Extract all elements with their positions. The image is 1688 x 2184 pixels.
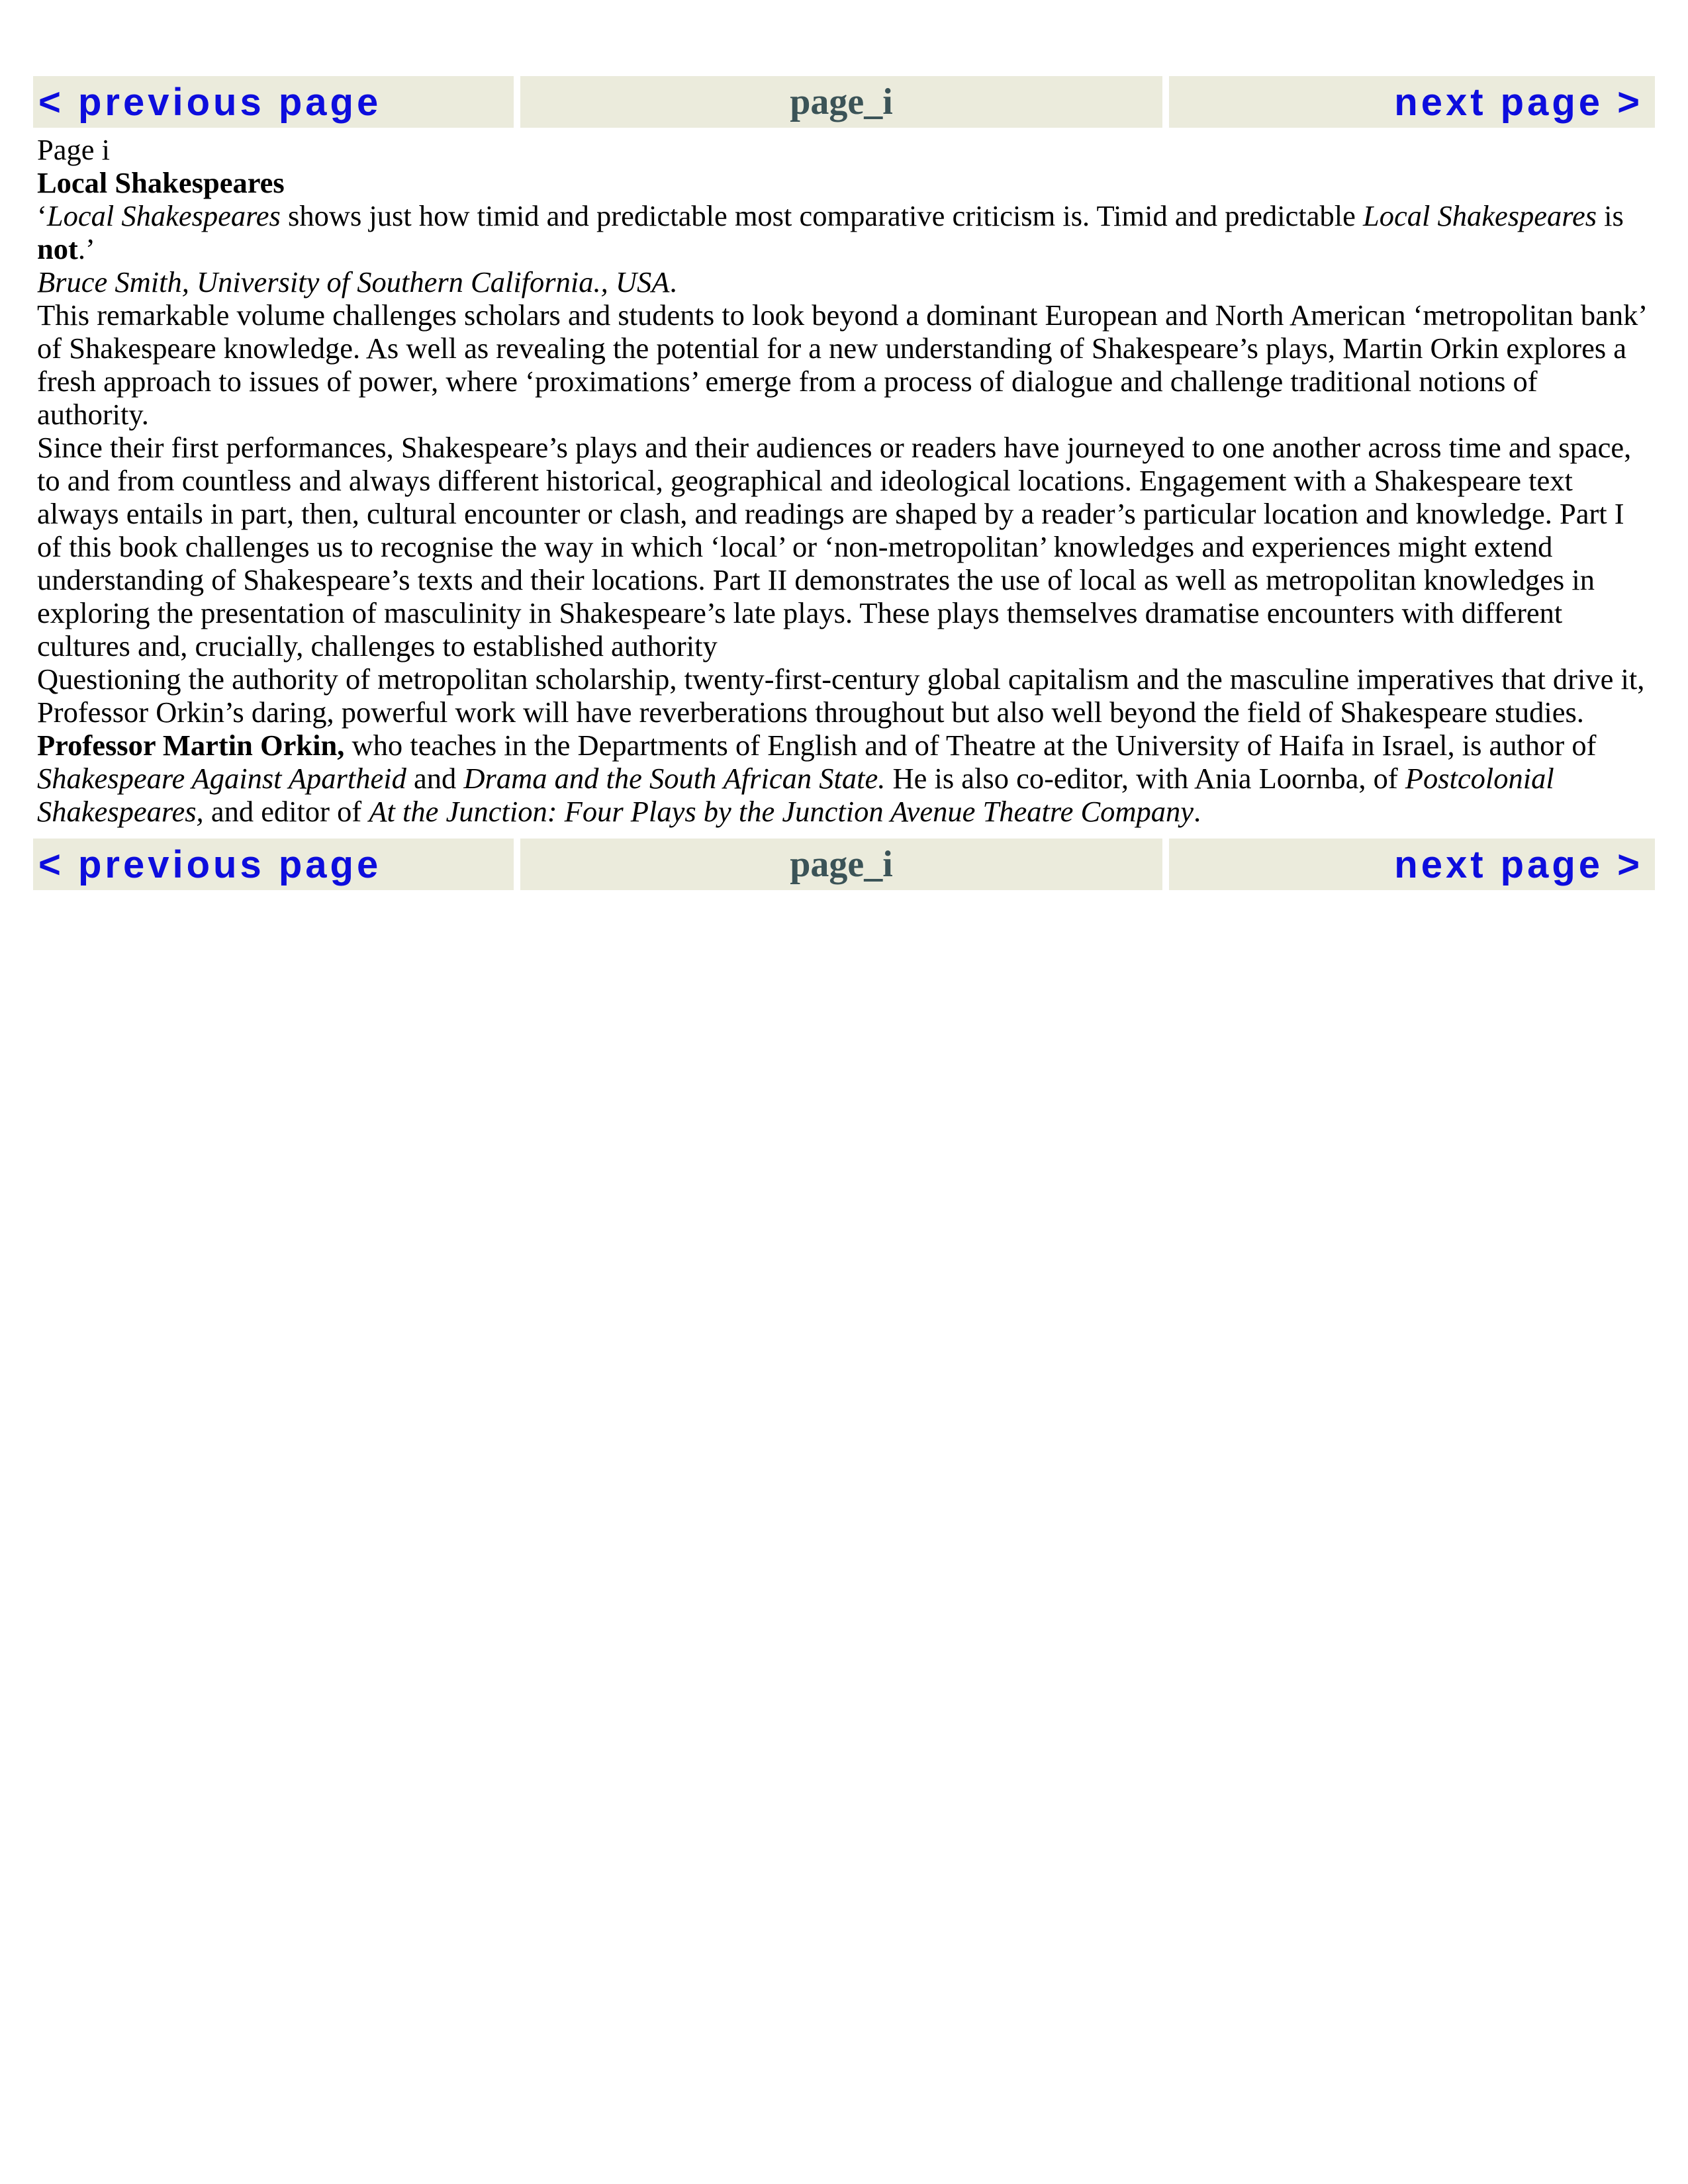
quote-attribution	[37, 265, 1652, 298]
review-quote	[37, 199, 1652, 265]
bio-book-3: Postcolonial Shakespeares,	[37, 762, 1554, 828]
book-page	[33, 76, 1655, 890]
author-name: Professor Martin Orkin,	[37, 729, 345, 762]
top-navigation-bar	[33, 76, 1655, 128]
description-paragraph-2: Since their first performances, Shakespeare’s plays and their audiences or readers have journeyed to one another across time and space, to and from countless and always different historical, geographical and ideological locations. Engagement with a Shakespeare text always entails in part, then, cultural encounter or clash, and readings are shaped by a reader’s particular location and knowledge. Part I of this book challenges us to recognise the way in which ‘local’ or ‘non-metropolitan’ knowledges and experiences might extend understanding of Shakespeare’s texts and their locations. Part II demonstrates the use of local as well as metropolitan knowledges in exploring the presentation of masculinity in Shakespeare’s late plays. These plays themselves dramatise encounters with different cultures and, crucially, challenges to established authority	[37, 431, 1632, 662]
quote-open: ‘	[37, 199, 47, 232]
book-title: Local Shakespeares	[37, 166, 285, 199]
bottom-navigation-bar	[33, 839, 1655, 890]
bio-text-1: who teaches in the Departments of English and of Theatre at the University of Haifa in Israel, is author of	[344, 729, 1597, 762]
top-page-indicator: page_i	[790, 81, 893, 122]
attribution-end: .	[669, 265, 677, 298]
bio-text-4: and editor of	[203, 795, 369, 828]
quote-text-2: is	[1597, 199, 1624, 232]
bottom-next-page-link[interactable]: next page >	[1394, 842, 1643, 886]
description-paragraph-1: This remarkable volume challenges scholars and students to look beyond a dominant European and North American ‘metropolitan bank’ of Shakespeare knowledge. As well as revealing the potential for a new understanding of Shakespeare’s plays, Martin Orkin explores a fresh approach to issues of power, where ‘proximations’ emerge from a process of dialogue and challenge traditional notions of authority.	[37, 298, 1646, 431]
quote-title-1: Local Shakespeares	[46, 199, 281, 232]
bio-book-2: Drama and the South African State.	[463, 762, 886, 795]
quote-title-2: Local Shakespeares	[1363, 199, 1597, 232]
top-next-cell	[1169, 76, 1655, 128]
page-number: Page i	[37, 133, 110, 166]
quote-text-1: shows just how timid and predictable most comparative criticism is. Timid and predictable	[280, 199, 1363, 232]
top-previous-cell	[33, 76, 514, 128]
quote-close: .’	[77, 232, 95, 265]
page-content	[33, 128, 1652, 839]
bio-text-2: and	[406, 762, 464, 795]
description-paragraph-3: Questioning the authority of metropolitan scholarship, twenty-first-century global capitalism and the masculine imperatives that drive it, Professor Orkin’s daring, powerful work will have reverberations throughout but also well beyond the field of Shakespeare studies.	[37, 662, 1645, 729]
bottom-page-indicator-cell	[520, 839, 1162, 890]
top-next-page-link[interactable]: next page >	[1394, 80, 1643, 124]
bio-book-1: Shakespeare Against Apartheid	[37, 762, 406, 795]
bottom-next-cell	[1169, 839, 1655, 890]
author-bio	[37, 729, 1652, 828]
bio-text-5: .	[1194, 795, 1201, 828]
bottom-previous-page-link[interactable]: < previous page	[38, 842, 382, 886]
quote-emphasis: not	[37, 232, 78, 265]
bio-text-3: He is also co-editor, with Ania Loornba, of	[885, 762, 1405, 795]
top-page-indicator-cell	[520, 76, 1162, 128]
top-previous-page-link[interactable]: < previous page	[38, 80, 382, 124]
bottom-previous-cell	[33, 839, 514, 890]
bio-book-4: At the Junction: Four Plays by the Junction Avenue Theatre Company	[369, 795, 1194, 828]
attribution-text: Bruce Smith, University of Southern California., USA	[37, 265, 670, 298]
bottom-page-indicator: page_i	[790, 844, 893, 885]
